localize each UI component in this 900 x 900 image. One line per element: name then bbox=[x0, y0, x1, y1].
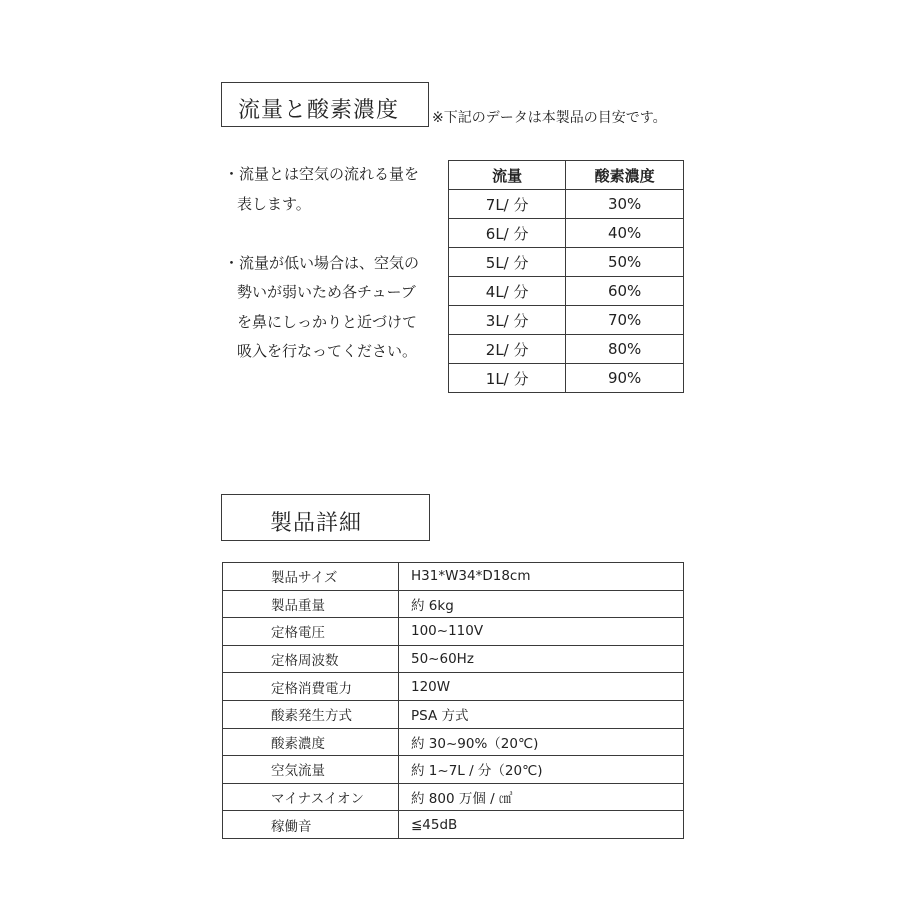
spec-label: 酸素濃度 bbox=[223, 728, 399, 756]
flow-oxygen-table bbox=[448, 160, 684, 393]
table-row bbox=[223, 811, 684, 839]
table-row bbox=[449, 306, 684, 335]
table-row bbox=[449, 277, 684, 306]
product-details-title-box bbox=[221, 494, 430, 541]
spec-label: 定格周波数 bbox=[223, 645, 399, 673]
table-row bbox=[223, 590, 684, 618]
spec-value: ≦45dB bbox=[399, 811, 684, 839]
flow-cell: 5L/ 分 bbox=[449, 248, 566, 277]
spec-label: 定格電圧 bbox=[223, 618, 399, 646]
spec-value: 100~110V bbox=[399, 618, 684, 646]
flow-oxygen-title: 流量と酸素濃度 bbox=[238, 98, 400, 123]
oxygen-cell: 30% bbox=[566, 190, 684, 219]
table-row bbox=[223, 700, 684, 728]
spec-value: 120W bbox=[399, 673, 684, 701]
header-oxygen: 酸素濃度 bbox=[566, 161, 684, 190]
bullet-line-2: 表します。 bbox=[237, 194, 311, 213]
table-row bbox=[449, 335, 684, 364]
header-flow: 流量 bbox=[449, 161, 566, 190]
product-details-title: 製品詳細 bbox=[270, 511, 363, 536]
product-spec-table bbox=[222, 562, 684, 839]
spec-label: 製品サイズ bbox=[223, 563, 399, 591]
spec-value: 約 800 万個 / ㎤ bbox=[399, 783, 684, 811]
flow-cell: 1L/ 分 bbox=[449, 364, 566, 393]
bullet-line-5: を鼻にしっかりと近づけて bbox=[237, 312, 418, 331]
table-row bbox=[223, 563, 684, 591]
spec-value: 50~60Hz bbox=[399, 645, 684, 673]
table-row bbox=[223, 673, 684, 701]
flow-cell: 6L/ 分 bbox=[449, 219, 566, 248]
flow-cell: 2L/ 分 bbox=[449, 335, 566, 364]
oxygen-cell: 70% bbox=[566, 306, 684, 335]
table-row bbox=[223, 756, 684, 784]
spec-value: 約 30~90%（20℃) bbox=[399, 728, 684, 756]
spec-label: マイナスイオン bbox=[223, 783, 399, 811]
spec-label: 酸素発生方式 bbox=[223, 700, 399, 728]
spec-value: 約 6kg bbox=[399, 590, 684, 618]
spec-label: 稼働音 bbox=[223, 811, 399, 839]
bullet-line-6: 吸入を行なってください。 bbox=[237, 342, 418, 360]
table-row bbox=[449, 190, 684, 219]
oxygen-cell: 50% bbox=[566, 248, 684, 277]
spec-value: H31*W34*D18cm bbox=[399, 563, 684, 591]
flow-oxygen-title-box bbox=[221, 82, 429, 127]
oxygen-cell: 80% bbox=[566, 335, 684, 364]
table-row bbox=[449, 248, 684, 277]
table-row bbox=[223, 645, 684, 673]
table-row bbox=[223, 728, 684, 756]
table-row bbox=[223, 783, 684, 811]
bullet-line-1: ・流量とは空気の流れる量を bbox=[224, 165, 420, 183]
table-row bbox=[449, 364, 684, 393]
flow-explanation bbox=[224, 160, 434, 367]
oxygen-cell: 90% bbox=[566, 364, 684, 393]
bullet-line-3: ・流量が低い場合は、空気の bbox=[224, 253, 420, 272]
spec-label: 製品重量 bbox=[223, 590, 399, 618]
table-row bbox=[449, 219, 684, 248]
data-note: ※下記のデータは本製品の目安です。 bbox=[432, 110, 667, 126]
table-row bbox=[223, 618, 684, 646]
bullet-line-4: 勢いが弱いため各チューブ bbox=[237, 283, 416, 301]
oxygen-cell: 40% bbox=[566, 219, 684, 248]
spec-label: 空気流量 bbox=[223, 756, 399, 784]
spec-value: PSA 方式 bbox=[399, 700, 684, 728]
flow-cell: 3L/ 分 bbox=[449, 306, 566, 335]
table-header-row bbox=[449, 161, 684, 190]
spec-label: 定格消費電力 bbox=[223, 673, 399, 701]
flow-cell: 7L/ 分 bbox=[449, 190, 566, 219]
flow-cell: 4L/ 分 bbox=[449, 277, 566, 306]
oxygen-cell: 60% bbox=[566, 277, 684, 306]
spec-value: 約 1~7L / 分（20℃) bbox=[399, 756, 684, 784]
